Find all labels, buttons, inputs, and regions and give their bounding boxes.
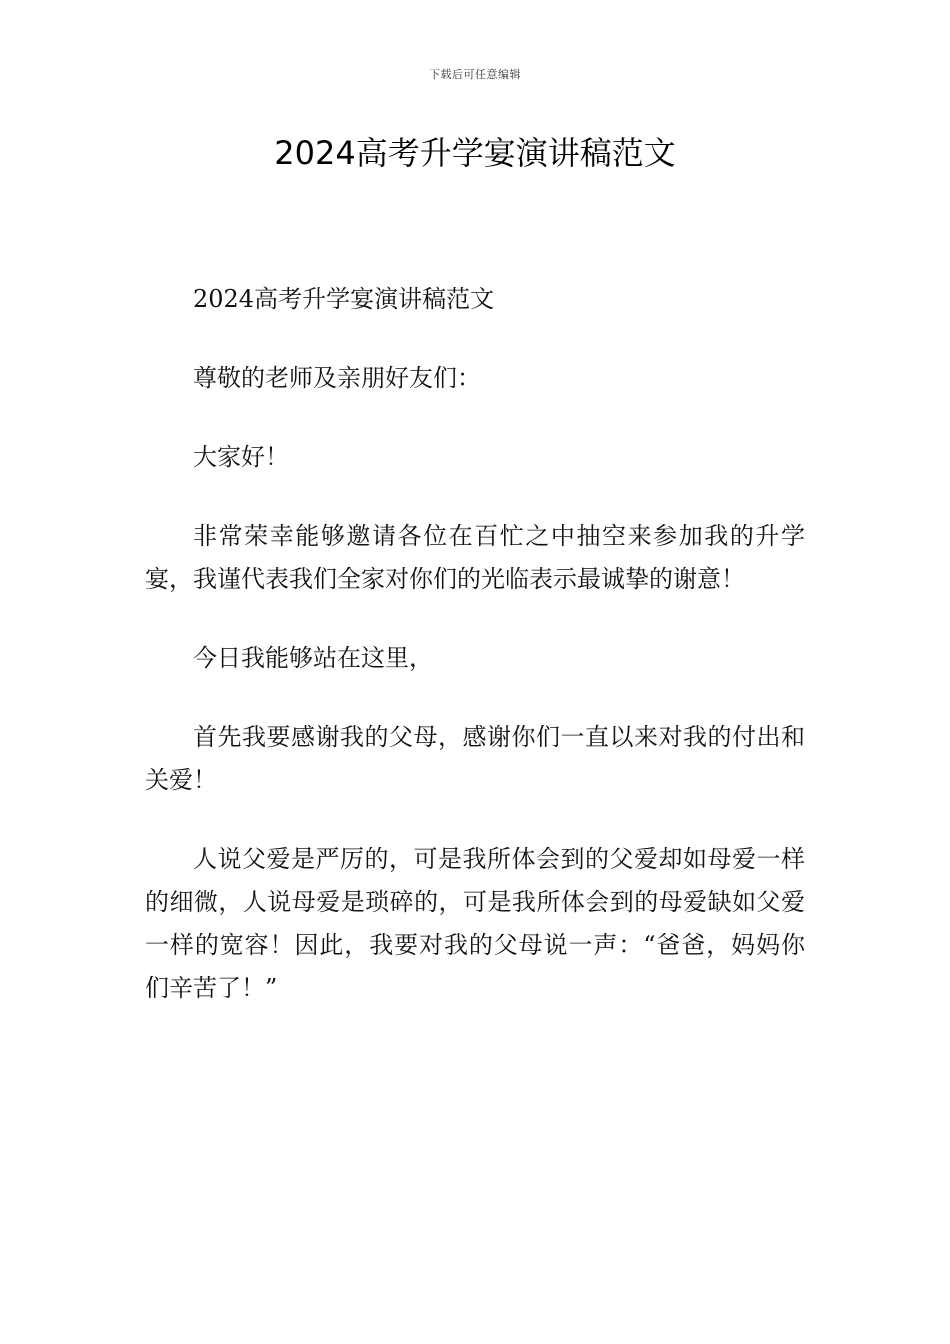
document-body [145, 278, 805, 1046]
document-title: 2024高考升学宴演讲稿范文 [274, 134, 676, 172]
paragraph-thanks-parents: 首先我要感谢我的父母，感谢你们一直以来对我的付出和关爱！ [145, 723, 805, 794]
paragraph-greeting: 大家好！ [193, 443, 289, 471]
paragraph-subtitle: 2024高考升学宴演讲稿范文 [193, 285, 495, 313]
paragraph-thanks-guests: 非常荣幸能够邀请各位在百忙之中抽空来参加我的升学宴，我谨代表我们全家对你们的光临表示最诚挚的谢意！ [145, 522, 805, 593]
paragraph-parents-love: 人说父爱是严厉的，可是我所体会到的父爱却如母爱一样的细微，人说母爱是琐碎的，可是我所体会到的母爱缺如父爱一样的宽容！因此，我要对我的父母说一声：“爸爸，妈妈你们辛苦了！” [145, 845, 805, 1002]
paragraph-standing-here: 今日我能够站在这里， [193, 644, 433, 672]
header-note: 下载后可任意编辑 [429, 68, 521, 81]
paragraph-salutation: 尊敬的老师及亲朋好友们： [193, 364, 481, 392]
